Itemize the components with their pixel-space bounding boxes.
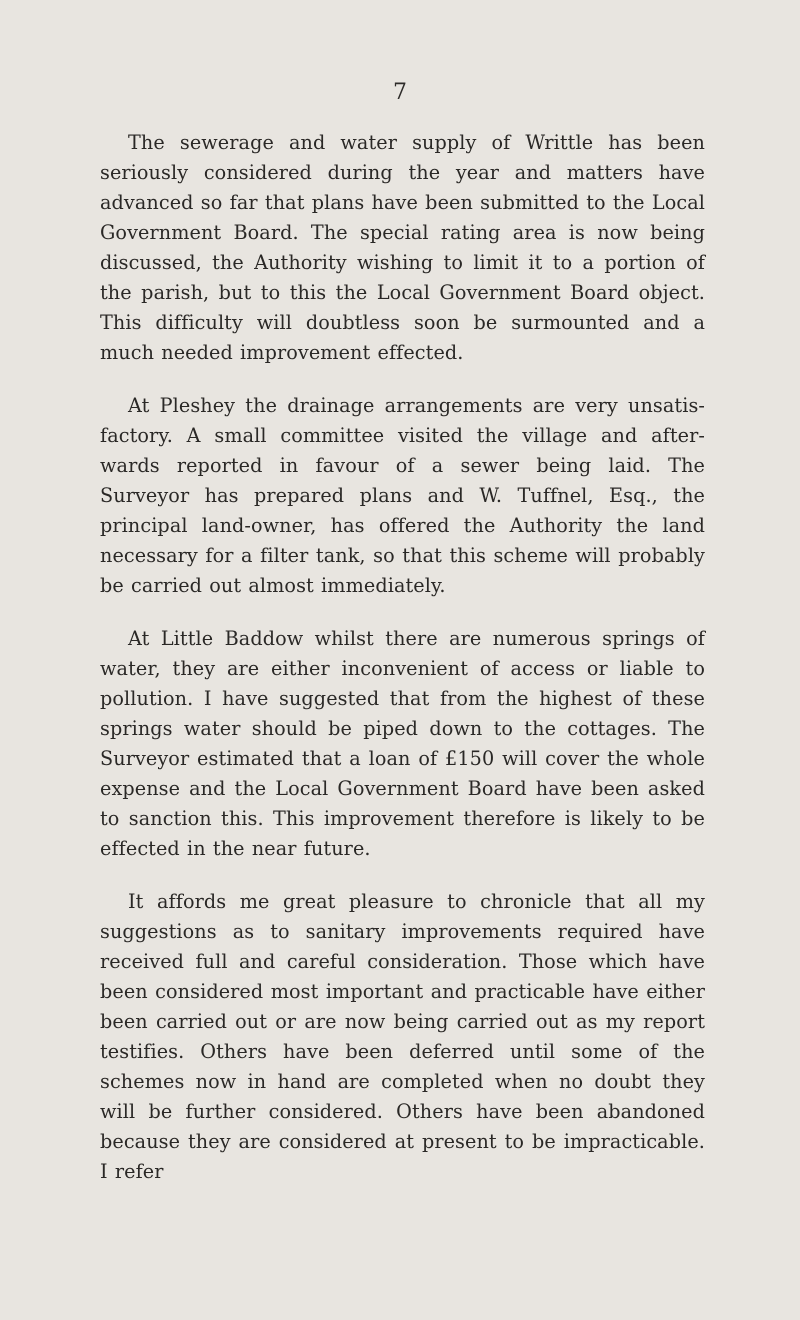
page-number: 7	[393, 80, 407, 105]
body-text	[100, 128, 705, 1210]
paragraph-sanitary-improvements: It affords me great pleasure to chronicle that all my suggestions as to sanitary improvements required have received full and careful consideration. Those which have been considered most important and practicable have either been carried out or are now being carried out as my report testifies. Others have been deferred until some of the schemes now in hand are completed when no doubt they will be further considered. Others have been abandoned because they are considered at present to be impracticable. I refer	[100, 890, 705, 1183]
paragraph-little-baddow-water: At Little Baddow whilst there are numerous springs of water, they are either inconvenient of access or liable to pollution. I have suggested that from the highest of these springs water should be piped down to the cottages. The Surveyor estimated that a loan of £150 will cover the whole expense and the Local Government Board have been asked to sanction this. This improvement therefore is likely to be effected in the near future.	[100, 627, 705, 860]
paragraph-writtle-sewerage: The sewerage and water supply of Writtle has been seriously considered during the year and matters have advanced so far that plans have been submitted to the Local Government Board. The special rating area is now being discussed, the Authority wishing to limit it to a portion of the parish, but to this the Local Government Board object. This difficulty will doubtless soon be surmounted and a much needed improvement effected.	[100, 131, 705, 364]
paragraph-pleshey-drainage: At Pleshey the drainage arrangements are very unsatis-factory. A small committee visited the village and after-wards reported in favour of a sewer being laid. The Surveyor has prepared plans and W. Tuffnel, Esq., the principal land-owner, has offered the Authority the land necessary for a filter tank, so that this scheme will probably be carried out almost immediately.	[100, 394, 705, 597]
